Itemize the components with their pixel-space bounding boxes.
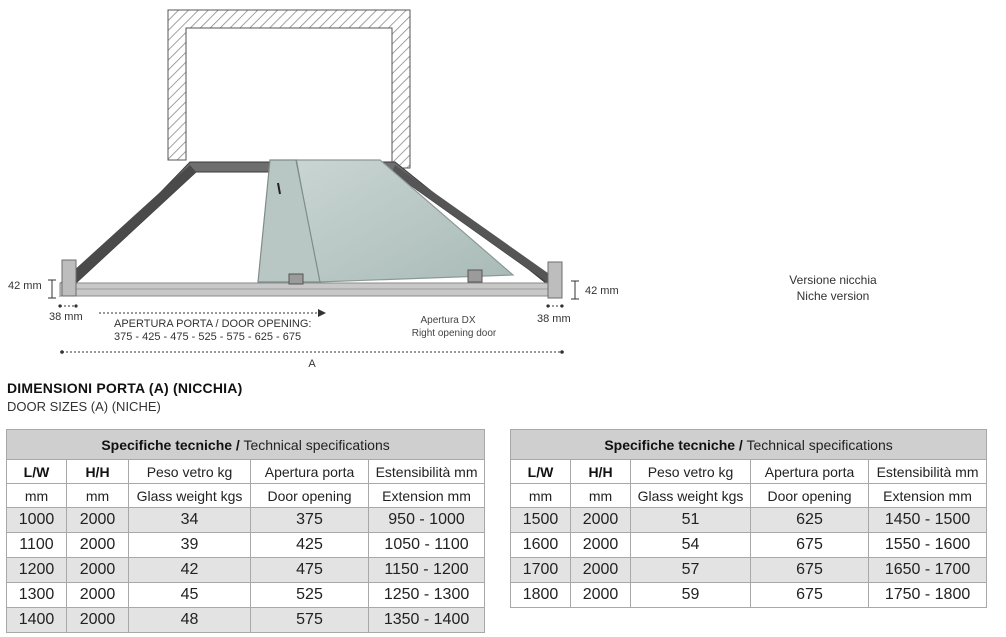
cell-height: 2000 bbox=[571, 508, 631, 533]
cell-height: 2000 bbox=[571, 558, 631, 583]
col-height-header: H/H bbox=[571, 460, 631, 484]
cell-glass-weight: 51 bbox=[631, 508, 751, 533]
spec-table-title bbox=[7, 430, 485, 460]
col-door-opening-header: Apertura porta bbox=[751, 460, 869, 484]
version-note-it: Versione nicchia bbox=[789, 273, 877, 287]
door-opening-values: 375 - 425 - 475 - 525 - 575 - 625 - 675 bbox=[114, 331, 302, 343]
right-width-label: 38 mm bbox=[537, 313, 571, 325]
cell-width: 1600 bbox=[511, 533, 571, 558]
cell-door-opening: 475 bbox=[251, 558, 369, 583]
spec-table-right bbox=[510, 429, 987, 608]
cell-glass-weight: 34 bbox=[129, 508, 251, 533]
col-height-unit: mm bbox=[67, 484, 129, 508]
table-row bbox=[7, 558, 485, 583]
cell-width: 1000 bbox=[7, 508, 67, 533]
right-height-label: 42 mm bbox=[585, 285, 619, 297]
table-row bbox=[7, 508, 485, 533]
version-note bbox=[760, 272, 906, 304]
col-width-header: L/W bbox=[7, 460, 67, 484]
spec-table-left bbox=[6, 429, 485, 633]
cell-glass-weight: 48 bbox=[129, 608, 251, 633]
cell-width: 1200 bbox=[7, 558, 67, 583]
cell-glass-weight: 45 bbox=[129, 583, 251, 608]
spec-title-it: Specifiche tecniche / bbox=[604, 436, 743, 453]
table-row bbox=[511, 533, 987, 558]
table-row bbox=[7, 533, 485, 558]
door-opening-arrow bbox=[99, 309, 326, 343]
cell-height: 2000 bbox=[571, 583, 631, 608]
table-row bbox=[7, 608, 485, 633]
cell-door-opening: 675 bbox=[751, 558, 869, 583]
cell-extension: 1550 - 1600 bbox=[869, 533, 987, 558]
cell-glass-weight: 59 bbox=[631, 583, 751, 608]
cell-width: 1500 bbox=[511, 508, 571, 533]
cell-height: 2000 bbox=[67, 533, 129, 558]
door-sizes-subtitle: DOOR SIZES (A) (NICHE) bbox=[7, 399, 161, 414]
table-row bbox=[511, 558, 987, 583]
cell-height: 2000 bbox=[67, 583, 129, 608]
cell-door-opening: 675 bbox=[751, 533, 869, 558]
cell-extension: 1750 - 1800 bbox=[869, 583, 987, 608]
door-opening-title: APERTURA PORTA / DOOR OPENING: bbox=[114, 318, 312, 330]
table-row bbox=[511, 508, 987, 533]
col-width-unit: mm bbox=[511, 484, 571, 508]
left-width-label: 38 mm bbox=[49, 311, 83, 323]
right-height-dimension bbox=[571, 281, 619, 299]
cell-door-opening: 675 bbox=[751, 583, 869, 608]
cell-width: 1800 bbox=[511, 583, 571, 608]
col-glass-weight-unit: Glass weight kgs bbox=[631, 484, 751, 508]
table-row bbox=[7, 583, 485, 608]
cell-extension: 1250 - 1300 bbox=[369, 583, 485, 608]
cell-extension: 1150 - 1200 bbox=[369, 558, 485, 583]
left-height-dimension bbox=[8, 280, 56, 298]
cell-height: 2000 bbox=[67, 508, 129, 533]
col-width-unit: mm bbox=[7, 484, 67, 508]
door-sizes-title: DIMENSIONI PORTA (A) (NICCHIA) bbox=[7, 380, 243, 396]
right-width-dimension bbox=[537, 304, 571, 325]
cell-glass-weight: 42 bbox=[129, 558, 251, 583]
opening-side-en: Right opening door bbox=[411, 328, 497, 339]
spec-title-en: Technical specifications bbox=[742, 436, 893, 453]
col-glass-weight-header: Peso vetro kg bbox=[129, 460, 251, 484]
left-height-label: 42 mm bbox=[8, 280, 42, 292]
cell-door-opening: 525 bbox=[251, 583, 369, 608]
cell-height: 2000 bbox=[571, 533, 631, 558]
cell-width: 1300 bbox=[7, 583, 67, 608]
overall-dimension-a bbox=[60, 350, 564, 370]
spec-title-it: Specifiche tecniche / bbox=[101, 436, 240, 453]
opening-side-note bbox=[412, 315, 497, 339]
cell-extension: 1050 - 1100 bbox=[369, 533, 485, 558]
cell-extension: 1650 - 1700 bbox=[869, 558, 987, 583]
spec-table-title bbox=[511, 430, 987, 460]
col-glass-weight-unit: Glass weight kgs bbox=[129, 484, 251, 508]
table-row bbox=[511, 583, 987, 608]
cell-extension: 950 - 1000 bbox=[369, 508, 485, 533]
cell-door-opening: 375 bbox=[251, 508, 369, 533]
col-extension-header: Estensibilità mm bbox=[369, 460, 485, 484]
cell-door-opening: 575 bbox=[251, 608, 369, 633]
cell-door-opening: 625 bbox=[751, 508, 869, 533]
cell-height: 2000 bbox=[67, 558, 129, 583]
col-extension-unit: Extension mm bbox=[369, 484, 485, 508]
col-height-unit: mm bbox=[571, 484, 631, 508]
col-door-opening-unit: Door opening bbox=[751, 484, 869, 508]
col-extension-header: Estensibilità mm bbox=[869, 460, 987, 484]
version-note-en: Niche version bbox=[796, 289, 870, 303]
cell-width: 1700 bbox=[511, 558, 571, 583]
col-door-opening-unit: Door opening bbox=[251, 484, 369, 508]
cell-width: 1100 bbox=[7, 533, 67, 558]
opening-side-it: Apertura DX bbox=[420, 315, 476, 326]
cell-glass-weight: 57 bbox=[631, 558, 751, 583]
col-glass-weight-header: Peso vetro kg bbox=[631, 460, 751, 484]
cell-door-opening: 425 bbox=[251, 533, 369, 558]
col-width-header: L/W bbox=[511, 460, 571, 484]
cell-extension: 1450 - 1500 bbox=[869, 508, 987, 533]
niche-walls bbox=[168, 10, 410, 168]
dimension-a-label: A bbox=[308, 358, 316, 370]
spec-title-en: Technical specifications bbox=[239, 436, 390, 453]
cell-glass-weight: 39 bbox=[129, 533, 251, 558]
col-extension-unit: Extension mm bbox=[869, 484, 987, 508]
cell-extension: 1350 - 1400 bbox=[369, 608, 485, 633]
cell-height: 2000 bbox=[67, 608, 129, 633]
col-door-opening-header: Apertura porta bbox=[251, 460, 369, 484]
left-width-dimension bbox=[49, 304, 83, 323]
col-height-header: H/H bbox=[67, 460, 129, 484]
cell-glass-weight: 54 bbox=[631, 533, 751, 558]
cell-width: 1400 bbox=[7, 608, 67, 633]
